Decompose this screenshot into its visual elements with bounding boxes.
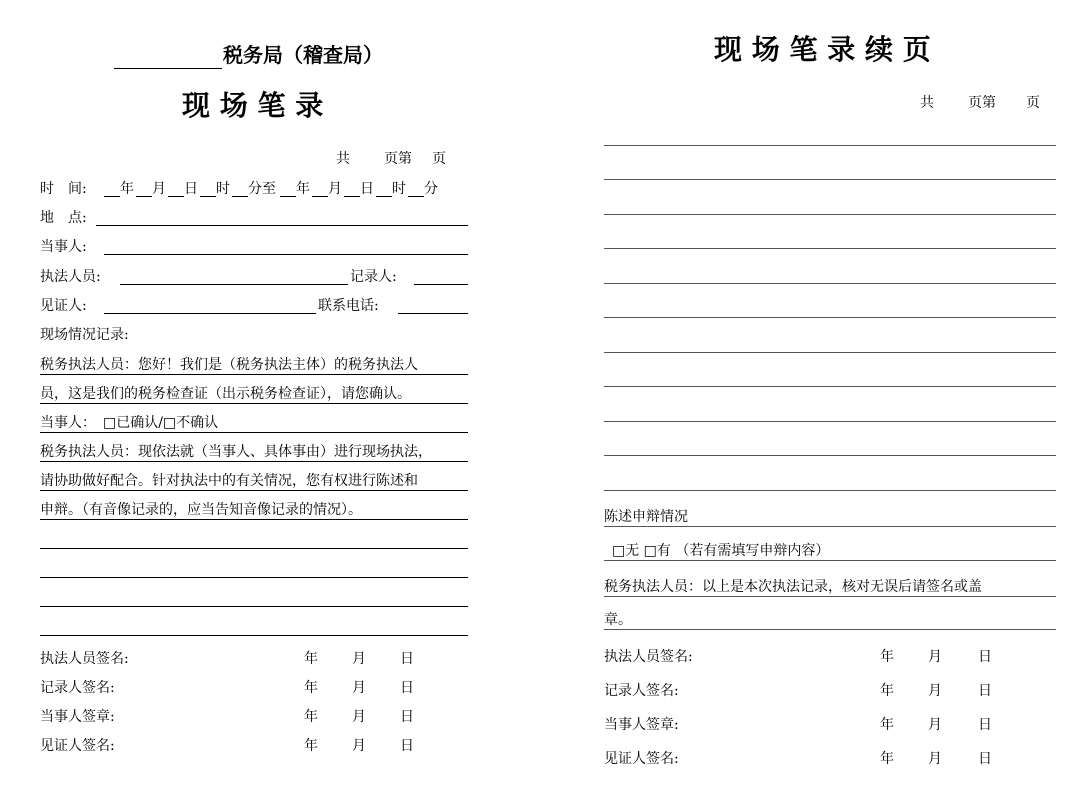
blank-line[interactable]	[40, 577, 468, 578]
blank-line[interactable]	[604, 352, 1056, 353]
blank-line[interactable]	[604, 179, 1056, 180]
place-field[interactable]	[96, 225, 468, 226]
record-heading: 现场情况记录:	[40, 327, 129, 343]
script-line: 员，这是我们的税务检查证（出示税务检查证），请您确认。	[40, 386, 411, 402]
blank-line[interactable]	[604, 145, 1056, 146]
blank-line[interactable]	[604, 421, 1056, 422]
closing-line: 税务执法人员：以上是本次执法记录，核对无误后请签名或盖	[604, 579, 982, 595]
statement-options[interactable]: □无 □有 （若有需填写申辩内容）	[612, 543, 830, 559]
signature-label: 当事人签章:	[604, 717, 679, 733]
script-line: 申辩。（有音像记录的，应当告知音像记录的情况）。	[40, 502, 362, 518]
signature-label: 见证人签名:	[40, 738, 115, 754]
blank-line[interactable]	[604, 248, 1056, 249]
blank-line[interactable]	[40, 548, 468, 549]
party-label: 当事人:	[40, 239, 87, 255]
signature-label: 当事人签章:	[40, 709, 115, 725]
pagination-total: 共	[920, 95, 934, 111]
blank-line[interactable]	[604, 283, 1056, 284]
script-line: 税务执法人员：现依法就（当事人、具体事由）进行现场执法，	[40, 444, 432, 460]
officers-label: 执法人员:	[40, 269, 101, 285]
witness-label: 见证人:	[40, 298, 87, 314]
signature-label: 记录人签名:	[604, 683, 679, 699]
phone-label: 联系电话:	[318, 298, 379, 314]
signature-label: 执法人员签名:	[40, 651, 129, 667]
statement-heading: 陈述申辩情况	[604, 509, 688, 525]
blank-line[interactable]	[40, 606, 468, 607]
blank-line[interactable]	[604, 455, 1056, 456]
blank-line[interactable]	[40, 635, 468, 636]
officers-field[interactable]	[120, 284, 348, 285]
authority-name: 税务局（稽查局）	[223, 43, 383, 67]
blank-line[interactable]	[604, 317, 1056, 318]
signature-label: 执法人员签名:	[604, 649, 693, 665]
blank-line[interactable]	[604, 490, 1056, 491]
time-label: 时 间:	[40, 181, 87, 197]
blank-line[interactable]	[604, 214, 1056, 215]
signature-label: 记录人签名:	[40, 680, 115, 696]
closing-line: 章。	[604, 612, 632, 628]
pagination-suffix: 页	[432, 151, 446, 167]
recorder-field[interactable]	[414, 284, 468, 285]
witness-field[interactable]	[104, 313, 316, 314]
script-line: 税务执法人员：您好！我们是（税务执法主体）的税务执法人	[40, 357, 418, 373]
signature-label: 见证人签名:	[604, 751, 679, 767]
script-line: 请协助做好配合。针对执法中的有关情况，您有权进行陈述和	[40, 473, 418, 489]
blank-line[interactable]	[604, 386, 1056, 387]
place-label: 地 点:	[40, 210, 87, 226]
pagination-total: 共	[336, 151, 350, 167]
pagination-page: 页第	[968, 95, 996, 111]
recorder-label: 记录人:	[350, 269, 397, 285]
authority-blank-line	[114, 68, 222, 69]
script-line: 当事人： □已确认/□不确认	[40, 415, 219, 431]
continuation-title: 现 场 笔 录 续 页	[714, 33, 931, 66]
pagination-page: 页第	[384, 151, 412, 167]
phone-field[interactable]	[398, 313, 468, 314]
pagination-suffix: 页	[1026, 95, 1040, 111]
party-field[interactable]	[104, 254, 468, 255]
form-title: 现 场 笔 录	[182, 89, 324, 122]
